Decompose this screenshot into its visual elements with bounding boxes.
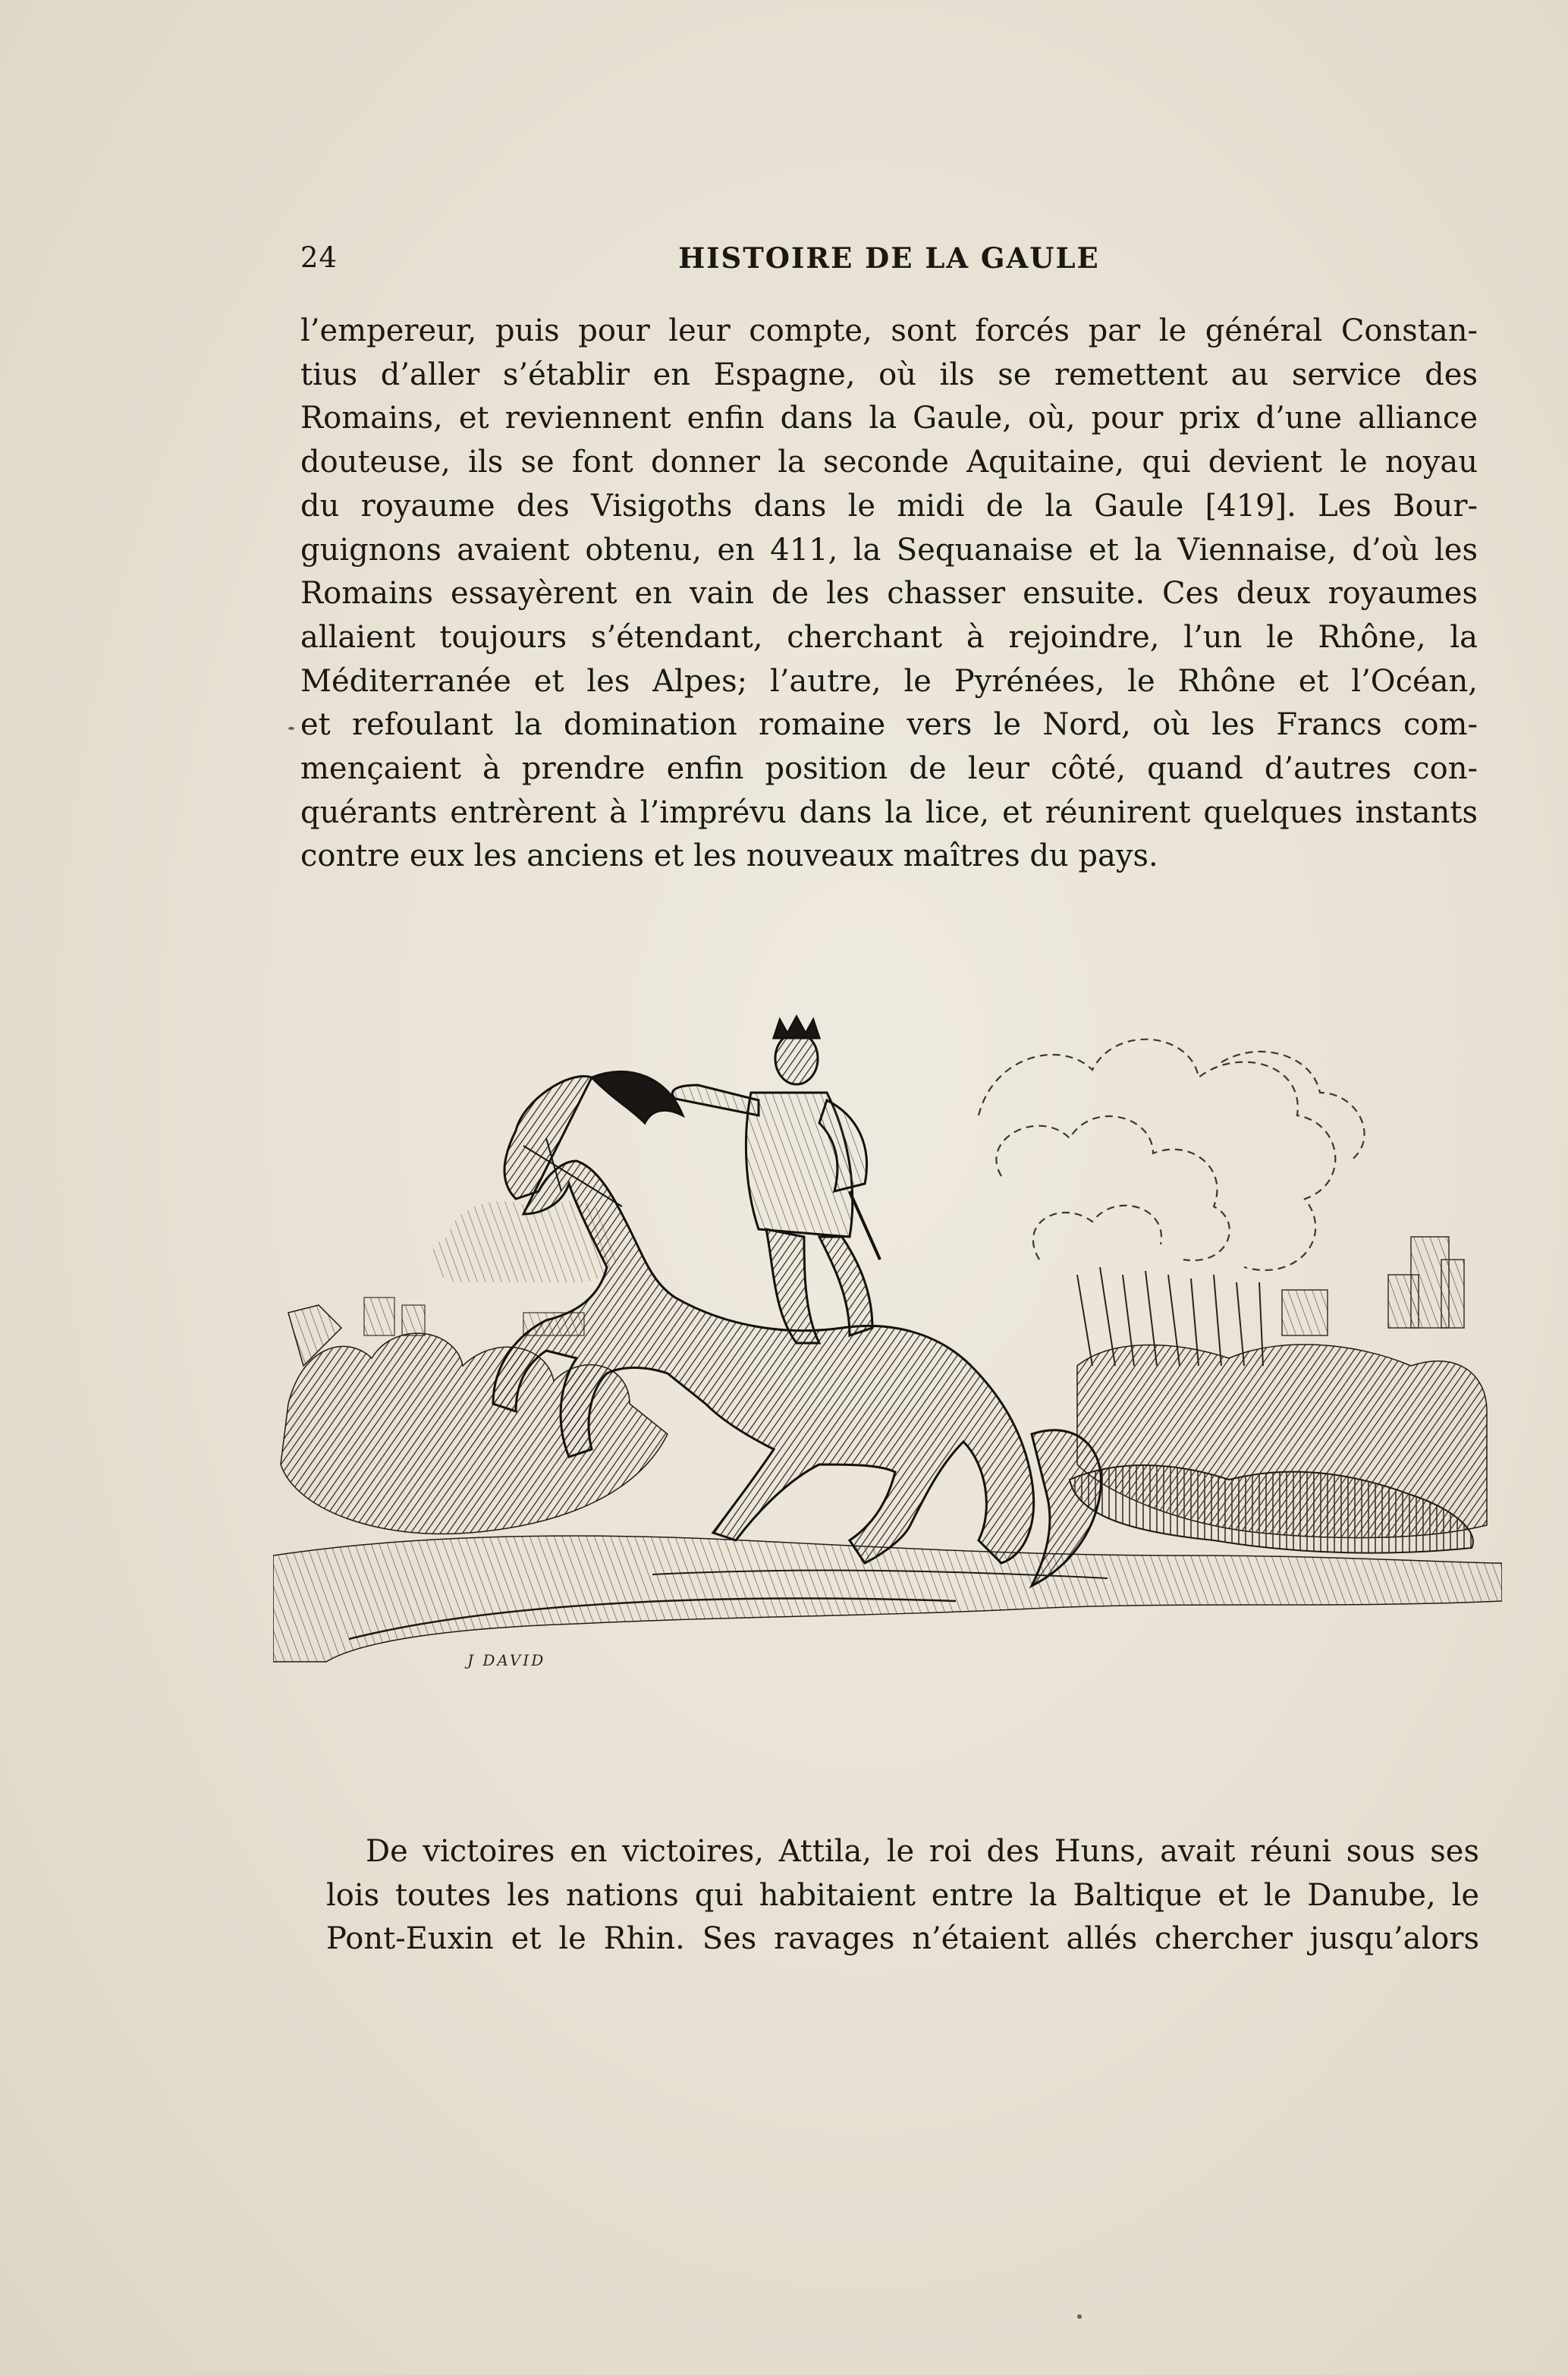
text-line: l’empereur, puis pour leur compte, sont forcés par le général Constan- — [300, 313, 1478, 348]
text-line: Romains essayèrent en vain de les chasser ensuite. Ces deux royaumes — [300, 576, 1478, 612]
paragraph-1 — [300, 310, 1478, 879]
paper-speck — [1077, 2314, 1082, 2319]
text-line: douteuse, ils se font donner la seconde Aquitaine, qui devient le noyau — [300, 445, 1478, 480]
text-line: tius d’aller s’établir en Espagne, où ils se remettent au service des — [300, 357, 1478, 392]
text-line: quérants entrèrent à l’imprévu dans la lice, et réunirent quelques instants — [300, 794, 1478, 830]
paper-speck — [288, 727, 294, 730]
ground — [273, 1536, 1502, 1662]
distant-city-right — [1282, 1237, 1464, 1335]
rider-attila — [672, 1017, 880, 1343]
text-line: contre eux les anciens et les nouveaux maîtres du pays. — [300, 838, 1158, 874]
running-head — [300, 241, 1478, 279]
smoke-clouds — [979, 1040, 1365, 1270]
text-line: De victoires en victoires, Attila, le roi des Huns, avait réuni sous ses — [366, 1834, 1479, 1869]
text-line: Romains, et reviennent enfin dans la Gaule, où, pour prix d’une alliance — [300, 401, 1478, 436]
text-line: mençaient à prendre enfin position de leur côté, quand d’autres con- — [300, 751, 1478, 787]
text-line: lois toutes les nations qui habitaient entre la Baltique et le Danube, le — [326, 1877, 1479, 1913]
text-line: Méditerranée et les Alpes; l’autre, le Pyrénées, le Rhône et l’Océan, — [300, 663, 1478, 699]
text-line: guignons avaient obtenu, en 411, la Sequanaise et la Viennaise, d’où les — [300, 532, 1478, 568]
running-title: HISTOIRE DE LA GAULE — [678, 241, 1100, 275]
text-line: Pont-Euxin et le Rhin. Ses ravages n’étaient allés chercher jusqu’alors — [326, 1921, 1479, 1957]
text-line: et refoulant la domination romaine vers le Nord, où les Francs com- — [300, 707, 1478, 743]
engraving-attila-on-horseback — [273, 1009, 1502, 1692]
engraver-signature: J DAVID — [467, 1651, 546, 1669]
page-number: 24 — [300, 241, 338, 274]
paragraph-2 — [326, 1830, 1479, 1961]
text-line: allaient toujours s’étendant, cherchant à rejoindre, l’un le Rhône, la — [300, 619, 1478, 655]
text-line: du royaume des Visigoths dans le midi de la Gaule [419]. Les Bour- — [300, 488, 1478, 524]
